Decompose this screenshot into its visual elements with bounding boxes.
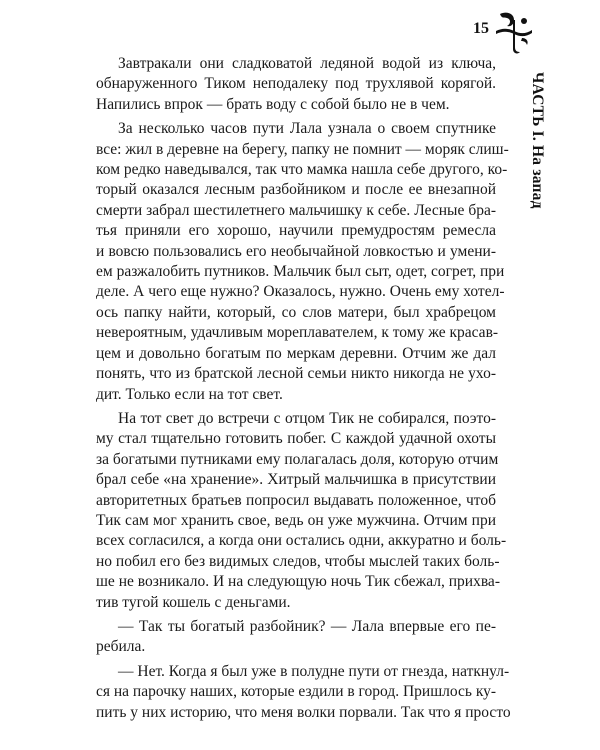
text-line: брал себе «на хранение». Хитрый мальчишка в присутствии <box>96 471 496 489</box>
text-line: ся на парочку наших, которые ездили в город. Пришлось ку- <box>96 683 497 701</box>
text-line: ребила. <box>96 638 146 656</box>
running-head: ЧАСТЬ I. На запад <box>529 72 546 209</box>
text-line: невероятным, удачливым мореплавателем, к тому же красав- <box>96 324 499 342</box>
text-line: обнаруженного Тиком неподалеку под трухлявой корягой. <box>96 75 496 93</box>
text-line: ось папку найти, который, со слов матери, был храбрецом <box>96 303 496 321</box>
text-line: ем разжалобить путников. Мальчик был сыт, одет, согрет, при <box>96 263 505 281</box>
text-line: авторитетных братьев попросил выдавать положенное, чтоб <box>96 491 496 509</box>
text-line: понять, что из братской лесной семьи никто никогда не ухо- <box>96 365 496 383</box>
ornament-icon <box>492 11 534 57</box>
text-line: торый оказался лесным разбойником и после ее внезапной <box>96 181 496 199</box>
text-line: На тот свет до встречи с отцом Тик не собирался, поэто- <box>118 409 496 427</box>
text-line: пить у них историю, что меня волки порвали. Так что я просто <box>96 703 511 721</box>
text-line: все: жил в деревне на берегу, папку не помнит — моряк слиш- <box>96 140 509 158</box>
paragraph <box>96 119 509 405</box>
text-line: Напились впрок — брать воду с собой было не в чем. <box>96 95 450 113</box>
page-number: 15 <box>473 20 489 37</box>
body-text <box>96 54 511 727</box>
text-line: Завтракали они сладковатой ледяной водой из ключа, <box>118 55 496 72</box>
text-line: за богатыми путниками ему полагалась доля, которую отчим <box>96 450 499 468</box>
text-line: — Нет. Когда я был уже в полудне пути от гнезда, наткнул- <box>118 662 510 680</box>
text-line: но побил его без видимых следов, чтобы мыслей таких боль- <box>96 552 500 570</box>
text-line: ком редко наведывался, так что мамка нашла себе другого, ко- <box>96 161 508 179</box>
text-line: Тик сам мог хранить свое, ведь он уже мужчина. Отчим при <box>96 511 496 529</box>
paragraph <box>96 617 496 658</box>
text-line: — Так ты богатый разбойник? — Лала впервые его пе- <box>118 617 496 635</box>
paragraph <box>96 54 496 115</box>
text-line: му стал тщательно готовить побег. С каждой удачной охоты <box>96 430 496 448</box>
text-line: дит. Только если на тот свет. <box>96 385 283 403</box>
paragraph <box>96 409 507 613</box>
text-line: цем и довольно богатым по меркам деревни. Отчим же дал <box>96 344 496 362</box>
text-line: За несколько часов пути Лала узнала о своем спутнике <box>118 120 496 138</box>
text-line: всех согласился, а когда они остались одни, аккуратно и боль- <box>96 532 507 550</box>
text-line: смерти забрал шестилетнего мальчишку к себе. Лесные бра- <box>96 201 496 219</box>
paragraph <box>96 662 511 723</box>
text-line: ше не возникало. И на следующую ночь Тик сбежал, прихва- <box>96 573 500 591</box>
text-line: деле. А чего еще нужно? Оказалось, нужно. Очень ему хотел- <box>96 283 505 301</box>
text-line: и вовсю пользовались его необычайной ловкостью и умени- <box>96 242 496 260</box>
text-line: тья приняли его хорошо, научили премудростям ремесла <box>96 222 496 240</box>
text-line: тив тугой кошель с деньгами. <box>96 593 291 611</box>
